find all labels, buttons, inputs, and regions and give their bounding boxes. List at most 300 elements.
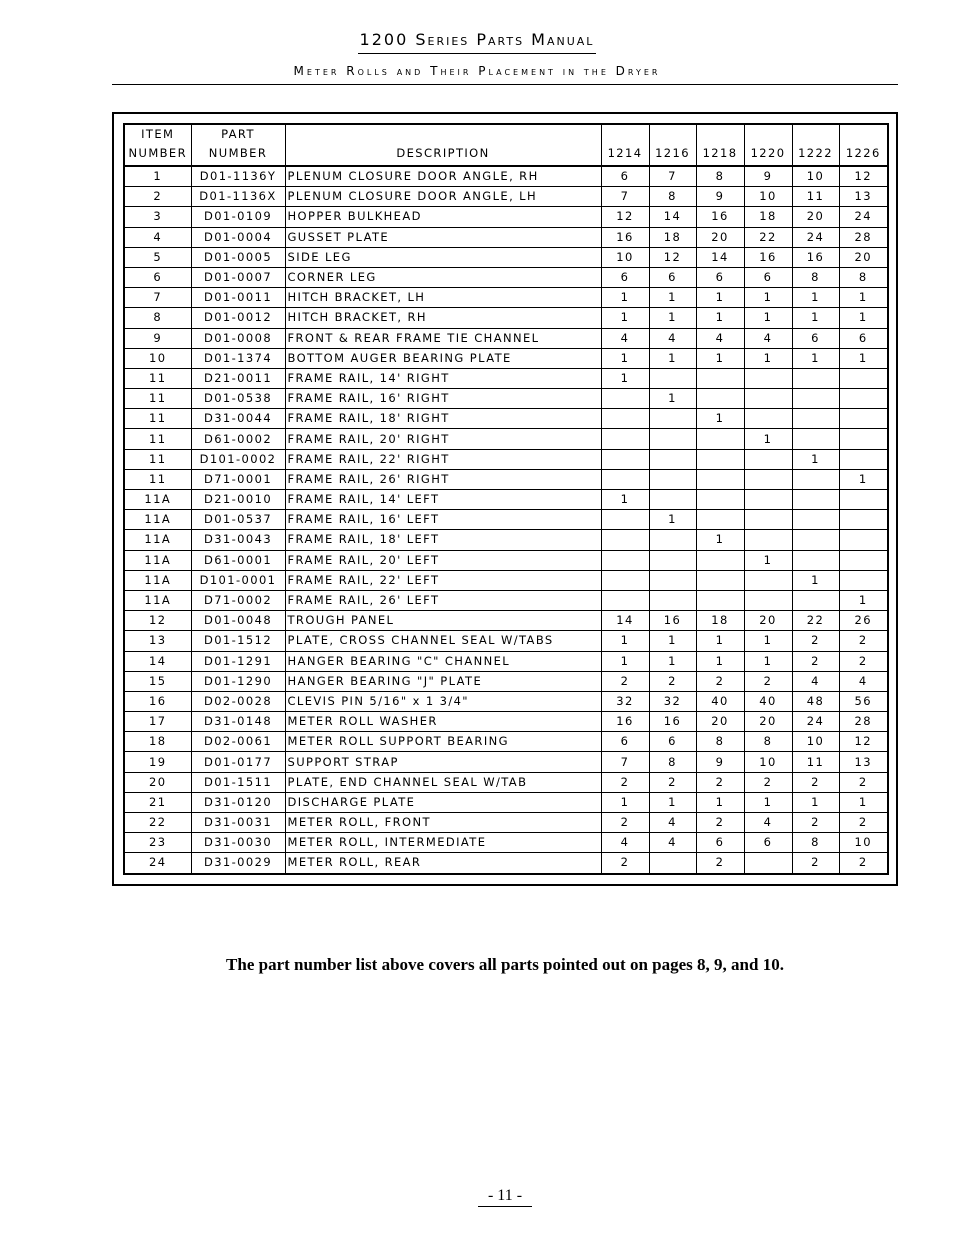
quantity-cell-1216: 2 <box>649 772 696 792</box>
item-number-cell: 11 <box>124 389 191 409</box>
table-row <box>124 328 888 348</box>
quantity-cell-1226: 2 <box>839 772 888 792</box>
quantity-cell-1220: 4 <box>744 813 792 833</box>
quantity-cell-1218: 9 <box>696 752 744 772</box>
description-cell: FRAME RAIL, 14' LEFT <box>285 490 601 510</box>
item-number-cell: 16 <box>124 691 191 711</box>
item-number-cell: 11A <box>124 490 191 510</box>
quantity-cell-1222: 10 <box>792 732 839 752</box>
quantity-cell-1216: 12 <box>649 247 696 267</box>
quantity-cell-1218: 6 <box>696 267 744 287</box>
quantity-cell-1218 <box>696 510 744 530</box>
quantity-cell-1218: 18 <box>696 611 744 631</box>
part-number-cell: D61-0002 <box>191 429 285 449</box>
part-number-cell: D01-1136Y <box>191 166 285 187</box>
quantity-cell-1216: 7 <box>649 166 696 187</box>
quantity-cell-1216 <box>649 550 696 570</box>
quantity-cell-1214 <box>601 429 649 449</box>
quantity-cell-1218: 16 <box>696 207 744 227</box>
description-cell: GUSSET PLATE <box>285 227 601 247</box>
part-number-cell: D01-0008 <box>191 328 285 348</box>
part-number-cell: D31-0030 <box>191 833 285 853</box>
part-number-cell: D01-1374 <box>191 348 285 368</box>
quantity-cell-1216: 1 <box>649 288 696 308</box>
quantity-cell-1220 <box>744 368 792 388</box>
table-row <box>124 187 888 207</box>
header-model-1214: 1214 <box>601 124 649 166</box>
part-number-cell: D01-0537 <box>191 510 285 530</box>
quantity-cell-1222 <box>792 530 839 550</box>
quantity-cell-1222: 1 <box>792 792 839 812</box>
quantity-cell-1214: 1 <box>601 651 649 671</box>
item-number-cell: 11 <box>124 469 191 489</box>
item-number-cell: 5 <box>124 247 191 267</box>
quantity-cell-1222 <box>792 368 839 388</box>
quantity-cell-1226 <box>839 368 888 388</box>
quantity-cell-1214: 2 <box>601 813 649 833</box>
quantity-cell-1220: 4 <box>744 328 792 348</box>
description-cell: HITCH BRACKET, RH <box>285 308 601 328</box>
quantity-cell-1218: 1 <box>696 631 744 651</box>
description-cell: FRAME RAIL, 14' RIGHT <box>285 368 601 388</box>
quantity-cell-1214: 1 <box>601 792 649 812</box>
description-cell: PLATE, CROSS CHANNEL SEAL W/TABS <box>285 631 601 651</box>
quantity-cell-1218: 1 <box>696 288 744 308</box>
table-row <box>124 833 888 853</box>
quantity-cell-1222 <box>792 389 839 409</box>
parts-table-frame <box>112 112 898 886</box>
quantity-cell-1226: 1 <box>839 288 888 308</box>
quantity-cell-1222 <box>792 510 839 530</box>
table-row <box>124 853 888 874</box>
description-cell: FRONT & REAR FRAME TIE CHANNEL <box>285 328 601 348</box>
table-row <box>124 166 888 187</box>
quantity-cell-1222: 1 <box>792 449 839 469</box>
item-number-cell: 11A <box>124 590 191 610</box>
quantity-cell-1216: 4 <box>649 833 696 853</box>
quantity-cell-1226 <box>839 550 888 570</box>
quantity-cell-1220: 2 <box>744 671 792 691</box>
quantity-cell-1218: 4 <box>696 328 744 348</box>
quantity-cell-1214 <box>601 530 649 550</box>
quantity-cell-1218: 2 <box>696 772 744 792</box>
parts-note: The part number list above covers all parts pointed out on pages 8, 9, and 10. <box>226 955 784 974</box>
quantity-cell-1220: 18 <box>744 207 792 227</box>
item-number-cell: 24 <box>124 853 191 874</box>
quantity-cell-1220 <box>744 409 792 429</box>
quantity-cell-1222: 8 <box>792 267 839 287</box>
part-number-cell: D31-0044 <box>191 409 285 429</box>
item-number-cell: 14 <box>124 651 191 671</box>
quantity-cell-1220 <box>744 853 792 874</box>
item-number-cell: 11 <box>124 368 191 388</box>
part-number-cell: D31-0031 <box>191 813 285 833</box>
quantity-cell-1214: 16 <box>601 712 649 732</box>
quantity-cell-1222: 20 <box>792 207 839 227</box>
quantity-cell-1226: 13 <box>839 752 888 772</box>
quantity-cell-1220: 1 <box>744 308 792 328</box>
quantity-cell-1214: 2 <box>601 671 649 691</box>
quantity-cell-1214 <box>601 409 649 429</box>
quantity-cell-1218 <box>696 590 744 610</box>
quantity-cell-1226: 8 <box>839 267 888 287</box>
quantity-cell-1218 <box>696 550 744 570</box>
quantity-cell-1220: 1 <box>744 429 792 449</box>
quantity-cell-1216 <box>649 853 696 874</box>
table-row <box>124 631 888 651</box>
quantity-cell-1222: 4 <box>792 671 839 691</box>
table-row <box>124 207 888 227</box>
quantity-cell-1220: 8 <box>744 732 792 752</box>
quantity-cell-1218: 9 <box>696 187 744 207</box>
description-cell: FRAME RAIL, 26' RIGHT <box>285 469 601 489</box>
description-cell: HANGER BEARING "J" PLATE <box>285 671 601 691</box>
quantity-cell-1226: 28 <box>839 227 888 247</box>
quantity-cell-1220: 10 <box>744 187 792 207</box>
quantity-cell-1216 <box>649 490 696 510</box>
quantity-cell-1218 <box>696 469 744 489</box>
quantity-cell-1222: 10 <box>792 166 839 187</box>
quantity-cell-1216: 1 <box>649 651 696 671</box>
quantity-cell-1226: 20 <box>839 247 888 267</box>
quantity-cell-1218: 1 <box>696 530 744 550</box>
quantity-cell-1222: 22 <box>792 611 839 631</box>
description-cell: PLENUM CLOSURE DOOR ANGLE, RH <box>285 166 601 187</box>
quantity-cell-1218: 8 <box>696 166 744 187</box>
table-row <box>124 570 888 590</box>
quantity-cell-1226 <box>839 530 888 550</box>
description-cell: HOPPER BULKHEAD <box>285 207 601 227</box>
part-number-cell: D01-0005 <box>191 247 285 267</box>
item-number-cell: 18 <box>124 732 191 752</box>
quantity-cell-1216: 1 <box>649 308 696 328</box>
quantity-cell-1226: 4 <box>839 671 888 691</box>
quantity-cell-1226: 1 <box>839 308 888 328</box>
quantity-cell-1226 <box>839 389 888 409</box>
quantity-cell-1214: 1 <box>601 490 649 510</box>
table-row <box>124 429 888 449</box>
header-part-line2: NUMBER <box>208 146 268 160</box>
quantity-cell-1220: 10 <box>744 752 792 772</box>
quantity-cell-1222: 16 <box>792 247 839 267</box>
quantity-cell-1222: 1 <box>792 308 839 328</box>
part-number-cell: D21-0010 <box>191 490 285 510</box>
quantity-cell-1216 <box>649 530 696 550</box>
table-row <box>124 590 888 610</box>
quantity-cell-1226: 12 <box>839 732 888 752</box>
quantity-cell-1222: 24 <box>792 227 839 247</box>
quantity-cell-1214: 32 <box>601 691 649 711</box>
quantity-cell-1226: 12 <box>839 166 888 187</box>
quantity-cell-1222 <box>792 469 839 489</box>
quantity-cell-1218 <box>696 490 744 510</box>
item-number-cell: 23 <box>124 833 191 853</box>
quantity-cell-1220: 1 <box>744 348 792 368</box>
table-row <box>124 449 888 469</box>
table-row <box>124 792 888 812</box>
header-item-line1: ITEM <box>141 127 175 141</box>
quantity-cell-1226: 13 <box>839 187 888 207</box>
quantity-cell-1214: 6 <box>601 732 649 752</box>
quantity-cell-1226: 6 <box>839 328 888 348</box>
item-number-cell: 17 <box>124 712 191 732</box>
quantity-cell-1226 <box>839 570 888 590</box>
quantity-cell-1216: 1 <box>649 389 696 409</box>
quantity-cell-1220 <box>744 510 792 530</box>
quantity-cell-1218: 1 <box>696 651 744 671</box>
quantity-cell-1214 <box>601 449 649 469</box>
description-cell: FRAME RAIL, 26' LEFT <box>285 590 601 610</box>
quantity-cell-1216: 32 <box>649 691 696 711</box>
description-cell: CLEVIS PIN 5/16" x 1 3/4" <box>285 691 601 711</box>
quantity-cell-1216: 8 <box>649 752 696 772</box>
quantity-cell-1216 <box>649 590 696 610</box>
item-number-cell: 13 <box>124 631 191 651</box>
quantity-cell-1218: 1 <box>696 308 744 328</box>
quantity-cell-1214: 7 <box>601 752 649 772</box>
quantity-cell-1222: 2 <box>792 772 839 792</box>
description-cell: HANGER BEARING "C" CHANNEL <box>285 651 601 671</box>
item-number-cell: 11A <box>124 550 191 570</box>
quantity-cell-1218 <box>696 449 744 469</box>
quantity-cell-1222: 1 <box>792 288 839 308</box>
quantity-cell-1218 <box>696 389 744 409</box>
quantity-cell-1214: 6 <box>601 166 649 187</box>
quantity-cell-1216: 4 <box>649 813 696 833</box>
quantity-cell-1222: 8 <box>792 833 839 853</box>
quantity-cell-1214: 1 <box>601 288 649 308</box>
description-cell: METER ROLL WASHER <box>285 712 601 732</box>
quantity-cell-1220 <box>744 590 792 610</box>
description-cell: FRAME RAIL, 22' LEFT <box>285 570 601 590</box>
item-number-cell: 3 <box>124 207 191 227</box>
item-number-cell: 12 <box>124 611 191 631</box>
part-number-cell: D71-0002 <box>191 590 285 610</box>
quantity-cell-1220 <box>744 389 792 409</box>
item-number-cell: 21 <box>124 792 191 812</box>
quantity-cell-1220: 1 <box>744 631 792 651</box>
description-cell: PLATE, END CHANNEL SEAL W/TAB <box>285 772 601 792</box>
table-row <box>124 651 888 671</box>
quantity-cell-1214 <box>601 389 649 409</box>
quantity-cell-1214 <box>601 590 649 610</box>
quantity-cell-1214 <box>601 550 649 570</box>
part-number-cell: D01-1290 <box>191 671 285 691</box>
item-number-cell: 11 <box>124 409 191 429</box>
quantity-cell-1220: 20 <box>744 611 792 631</box>
quantity-cell-1216 <box>649 449 696 469</box>
table-row <box>124 772 888 792</box>
header-part-line1: PART <box>221 127 255 141</box>
item-number-cell: 22 <box>124 813 191 833</box>
quantity-cell-1226: 10 <box>839 833 888 853</box>
quantity-cell-1216: 6 <box>649 732 696 752</box>
part-number-cell: D21-0011 <box>191 368 285 388</box>
quantity-cell-1220 <box>744 469 792 489</box>
quantity-cell-1220 <box>744 490 792 510</box>
table-row <box>124 691 888 711</box>
quantity-cell-1226 <box>839 429 888 449</box>
quantity-cell-1214: 1 <box>601 348 649 368</box>
quantity-cell-1222: 2 <box>792 651 839 671</box>
quantity-cell-1220: 9 <box>744 166 792 187</box>
table-row <box>124 752 888 772</box>
quantity-cell-1214: 2 <box>601 772 649 792</box>
quantity-cell-1218: 1 <box>696 792 744 812</box>
description-cell: METER ROLL, FRONT <box>285 813 601 833</box>
quantity-cell-1222: 48 <box>792 691 839 711</box>
quantity-cell-1216: 16 <box>649 611 696 631</box>
quantity-cell-1222: 1 <box>792 570 839 590</box>
item-number-cell: 11A <box>124 570 191 590</box>
quantity-cell-1216: 16 <box>649 712 696 732</box>
part-number-cell: D101-0001 <box>191 570 285 590</box>
part-number-cell: D01-1291 <box>191 651 285 671</box>
description-cell: METER ROLL SUPPORT BEARING <box>285 732 601 752</box>
part-number-cell: D61-0001 <box>191 550 285 570</box>
description-cell: METER ROLL, REAR <box>285 853 601 874</box>
quantity-cell-1226: 28 <box>839 712 888 732</box>
description-cell: FRAME RAIL, 16' RIGHT <box>285 389 601 409</box>
quantity-cell-1226 <box>839 409 888 429</box>
quantity-cell-1214: 1 <box>601 631 649 651</box>
quantity-cell-1220: 1 <box>744 550 792 570</box>
quantity-cell-1216: 18 <box>649 227 696 247</box>
quantity-cell-1226 <box>839 449 888 469</box>
table-row <box>124 247 888 267</box>
quantity-cell-1220: 16 <box>744 247 792 267</box>
header-model-1226: 1226 <box>839 124 888 166</box>
part-number-cell: D01-1511 <box>191 772 285 792</box>
quantity-cell-1222: 6 <box>792 328 839 348</box>
quantity-cell-1222 <box>792 550 839 570</box>
item-number-cell: 7 <box>124 288 191 308</box>
part-number-cell: D01-0538 <box>191 389 285 409</box>
quantity-cell-1216: 2 <box>649 671 696 691</box>
part-number-cell: D31-0029 <box>191 853 285 874</box>
table-row <box>124 308 888 328</box>
table-row <box>124 368 888 388</box>
quantity-cell-1220: 6 <box>744 833 792 853</box>
table-row <box>124 712 888 732</box>
item-number-cell: 15 <box>124 671 191 691</box>
part-number-cell: D01-1512 <box>191 631 285 651</box>
description-cell: CORNER LEG <box>285 267 601 287</box>
quantity-cell-1216: 1 <box>649 510 696 530</box>
description-cell: HITCH BRACKET, LH <box>285 288 601 308</box>
quantity-cell-1220: 2 <box>744 772 792 792</box>
header-rule <box>112 84 898 85</box>
quantity-cell-1216: 1 <box>649 631 696 651</box>
header-description: DESCRIPTION <box>285 124 601 166</box>
quantity-cell-1216: 8 <box>649 187 696 207</box>
header-part-number <box>191 124 285 166</box>
quantity-cell-1218: 1 <box>696 409 744 429</box>
table-row <box>124 732 888 752</box>
quantity-cell-1218: 14 <box>696 247 744 267</box>
item-number-cell: 10 <box>124 348 191 368</box>
quantity-cell-1218: 20 <box>696 712 744 732</box>
description-cell: FRAME RAIL, 18' LEFT <box>285 530 601 550</box>
quantity-cell-1214: 16 <box>601 227 649 247</box>
description-cell: FRAME RAIL, 16' LEFT <box>285 510 601 530</box>
quantity-cell-1218: 20 <box>696 227 744 247</box>
quantity-cell-1218 <box>696 570 744 590</box>
quantity-cell-1222: 11 <box>792 752 839 772</box>
quantity-cell-1214: 4 <box>601 833 649 853</box>
part-number-cell: D01-0011 <box>191 288 285 308</box>
quantity-cell-1216 <box>649 368 696 388</box>
quantity-cell-1214: 14 <box>601 611 649 631</box>
quantity-cell-1218: 8 <box>696 732 744 752</box>
header-item-number <box>124 124 191 166</box>
quantity-cell-1214 <box>601 469 649 489</box>
description-cell: FRAME RAIL, 20' LEFT <box>285 550 601 570</box>
item-number-cell: 9 <box>124 328 191 348</box>
quantity-cell-1216 <box>649 429 696 449</box>
item-number-cell: 8 <box>124 308 191 328</box>
quantity-cell-1226: 2 <box>839 853 888 874</box>
quantity-cell-1218 <box>696 429 744 449</box>
quantity-cell-1216: 14 <box>649 207 696 227</box>
quantity-cell-1220: 40 <box>744 691 792 711</box>
quantity-cell-1220 <box>744 449 792 469</box>
quantity-cell-1220: 1 <box>744 792 792 812</box>
quantity-cell-1222: 11 <box>792 187 839 207</box>
description-cell: FRAME RAIL, 18' RIGHT <box>285 409 601 429</box>
quantity-cell-1216 <box>649 469 696 489</box>
quantity-cell-1216: 6 <box>649 267 696 287</box>
quantity-cell-1216: 1 <box>649 792 696 812</box>
quantity-cell-1222: 1 <box>792 348 839 368</box>
part-number-cell: D31-0043 <box>191 530 285 550</box>
quantity-cell-1214: 1 <box>601 368 649 388</box>
quantity-cell-1214: 4 <box>601 328 649 348</box>
item-number-cell: 11A <box>124 510 191 530</box>
item-number-cell: 11 <box>124 429 191 449</box>
item-number-cell: 1 <box>124 166 191 187</box>
header-item-line2: NUMBER <box>128 146 187 160</box>
part-number-cell: D101-0002 <box>191 449 285 469</box>
table-row <box>124 288 888 308</box>
quantity-cell-1214: 1 <box>601 308 649 328</box>
description-cell: DISCHARGE PLATE <box>285 792 601 812</box>
parts-table <box>123 123 889 875</box>
manual-title-text: 1200 Series Parts Manual <box>358 30 597 54</box>
header-model-1220: 1220 <box>744 124 792 166</box>
quantity-cell-1226 <box>839 490 888 510</box>
quantity-cell-1226: 2 <box>839 631 888 651</box>
item-number-cell: 11A <box>124 530 191 550</box>
description-cell: BOTTOM AUGER BEARING PLATE <box>285 348 601 368</box>
table-row <box>124 611 888 631</box>
quantity-cell-1220: 1 <box>744 288 792 308</box>
quantity-cell-1222 <box>792 429 839 449</box>
quantity-cell-1226: 2 <box>839 651 888 671</box>
quantity-cell-1214: 2 <box>601 853 649 874</box>
part-number-cell: D01-1136X <box>191 187 285 207</box>
part-number-cell: D31-0120 <box>191 792 285 812</box>
quantity-cell-1220 <box>744 530 792 550</box>
item-number-cell: 2 <box>124 187 191 207</box>
item-number-cell: 20 <box>124 772 191 792</box>
part-number-cell: D01-0007 <box>191 267 285 287</box>
table-row <box>124 530 888 550</box>
quantity-cell-1222 <box>792 409 839 429</box>
table-row <box>124 469 888 489</box>
part-number-cell: D71-0001 <box>191 469 285 489</box>
quantity-cell-1220: 20 <box>744 712 792 732</box>
